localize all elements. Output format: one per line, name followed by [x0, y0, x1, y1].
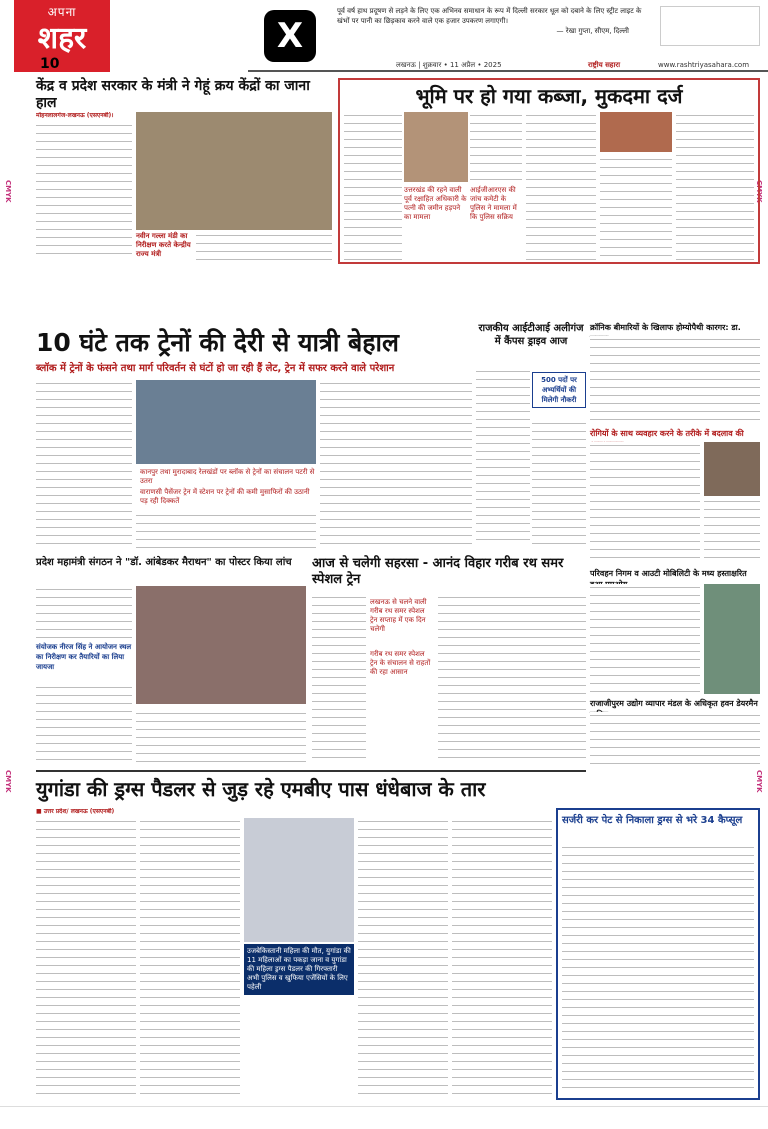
headline-trade: राजाजीपुरम उद्योग व्यापार मंडल के अधिकृत हवन डेयरमैन	[590, 699, 758, 708]
headline-mou: परिवहन निगम व आउटी मोबिलिटी के मध्य हस्ताक्षरित	[590, 569, 747, 578]
body-text-ambedkar-2	[36, 684, 132, 764]
headline-wheat: केंद्र व प्रदेश सरकार के मंत्री ने गेहूं क्रय केंद्रों का जाना हाल	[36, 78, 310, 111]
photo-drugs-illustration	[244, 818, 354, 942]
body-text-drugs-4	[452, 818, 552, 1100]
headline-iti: राजकीय आईटीआई अलीगंज में कैंपस ड्राइव आज	[478, 323, 584, 347]
cmyk-mark: CMYK	[4, 180, 12, 203]
body-text-ambedkar-1	[36, 586, 132, 638]
dateline: लखनऊ | शुक्रवार • 11 अप्रैल • 2025	[396, 61, 502, 69]
headline-saharsa: आज से चलेगी सहरसा - आनंद विहार गरीब रथ समर स्पेशल ट्रेन	[312, 556, 564, 587]
subhead-trains: ब्लॉक में ट्रेनों के फंसने तथा मार्ग परिवर्तन से घंटों हो जा रही हैं लेट, ट्रेन में सफर करने वाले परेशान	[36, 363, 395, 374]
photo-yoga	[704, 442, 760, 496]
headline-homeo: क्रॉनिक बीमारियों के खिलाफ होम्योपैथी कारगर: डा.	[590, 323, 741, 332]
photo-wheat-inspection	[136, 112, 332, 230]
headline-land: भूमि पर हो गया कब्जा, मुकदमा दर्ज	[415, 84, 683, 108]
headline-capsules: सर्जरी कर पेट से निकाला ड्रग्स से भरे 34 कैप्सूल	[562, 815, 743, 826]
dateline-wheat: मोहनलालगंज-लखनऊ (एसएनबी)।	[36, 112, 114, 119]
body-text-saharsa-2	[438, 594, 586, 764]
photo-mou	[704, 584, 760, 694]
bullet-saharsa-2: गरीब रथ समर स्पेशल ट्रेन के संचालन से राहतों की रहा आसान	[370, 650, 431, 676]
headline-ambedkar: प्रदेश महामंत्री संगठन ने "डॉ. आंबेडकर मैराथन" का पोस्टर किया लांच	[36, 557, 292, 568]
photo-ambedkar-poster	[136, 586, 306, 704]
headline-trains: 10 घंटे तक ट्रेनों की देरी से यात्री बेहाल	[36, 328, 399, 357]
body-text-wheat	[36, 122, 132, 260]
body-text-ambedkar-3	[136, 710, 306, 764]
x-logo-icon: X	[264, 10, 316, 62]
section-logo	[14, 0, 110, 72]
body-text-land-1	[344, 112, 402, 260]
body-text-yoga	[590, 442, 700, 562]
body-text-trains-3	[320, 468, 472, 550]
body-text-land-5	[676, 112, 754, 260]
body-text-land-3	[526, 112, 596, 260]
body-text-saharsa-1	[312, 594, 366, 764]
body-text-trains-1	[36, 380, 132, 550]
body-text-drugs-2	[140, 818, 240, 1100]
body-text-capsules	[562, 844, 754, 1094]
body-text-land-2	[470, 112, 522, 182]
callout-ambedkar: संयोजक नीरज सिंह ने आयोजन स्थल का निरीक्षण कर तैयारियों का लिया जायजा	[36, 643, 132, 671]
caption-wheat: नवीन गल्ला मंडी का निरीक्षण करते केन्द्रीय राज्य मंत्री	[136, 232, 191, 258]
divider	[36, 770, 586, 772]
body-text-drugs-1	[36, 818, 136, 1100]
callout-trains-2: वाराणसी पैसेंजर ट्रेन में स्टेशन पर ट्रेनों की कमी मुसाफिरों की उठानी पड़ रही दिक्कतें	[140, 488, 310, 505]
cmyk-mark: CMYK	[755, 180, 763, 203]
top-quote	[337, 6, 649, 36]
photo-land-wall	[600, 112, 672, 152]
bullet-saharsa-1: लखनऊ से चलने वाली गरीब रथ समर स्पेशल ट्रेन सप्ताह में एक दिन चलेगी	[370, 598, 427, 633]
body-text-trains-2	[320, 380, 472, 464]
quote-author: — रेखा गुप्ता, सीएम, दिल्ली	[556, 27, 629, 35]
callout-trains-1: कानपुर तथा मुरादाबाद रेलखंडों पर ब्लॉक से ट्रेनों का संचालन पटरी से उतरा	[140, 468, 315, 485]
callout-iti: 500 पदों पर अभ्यर्थियों की मिलेगी नौकरी	[532, 372, 586, 408]
logo-big-text: शहर	[37, 21, 87, 56]
logo-small-text: अपना	[47, 5, 77, 19]
quote-text: पूर्व वर्ष हाथ प्रदूषण से लड़ने के लिए एक अभिनव समाधान के रूप में दिल्ली सरकार धूल को दबाने के लिए स्ट्रीट लाइट के खंभों पर पानी का छिड़काव करने वाले एक हजार उपकरण लगाएगी।	[337, 7, 642, 25]
cmyk-mark: CMYK	[755, 770, 763, 793]
bullet-land-2: आईजीआरएस की जांच कमेटी के पुलिस ने मामला में कि पुलिस सक्रिय	[470, 186, 517, 221]
brand-name: राष्ट्रीय सहारा	[588, 61, 621, 69]
page-number: 10	[40, 56, 60, 72]
date-bar	[248, 60, 768, 72]
bullet-land-1: उत्तरखंड की रहने वाली पूर्व रक्षाहित अधिकारी के पत्नी की जमीन हड़पने का मामला	[404, 186, 467, 221]
body-text-homeo	[590, 336, 760, 424]
body-text-yoga-2	[704, 498, 760, 562]
headline-yoga: रोगियों के साथ व्यवहार करने के तरीके में बदलाव की	[590, 429, 744, 438]
body-text-mou	[590, 584, 700, 694]
photo-train-engine	[136, 380, 316, 464]
bottom-bar	[0, 1106, 768, 1129]
body-text-trade	[590, 712, 760, 764]
body-text-wheat-2	[196, 232, 332, 260]
website: www.rashtriyasahara.com	[658, 61, 750, 69]
body-text-iti-2	[532, 420, 586, 546]
sahara-ad-box	[660, 6, 760, 46]
body-text-drugs-3	[358, 818, 448, 1100]
caption-drugs: उजबेकिस्तानी महिला की मौत, युगांडा की 11 महिलाओं का पकड़ा जाना व युगांडा की महिला ड्रग्स पैडलर की गिरफ्तारी अभी पुलिस व खुफिया एजेंसियों के लिए पहेली	[244, 944, 354, 995]
headline-drugs: युगांडा की ड्रग्स पैडलर से जुड़ रहे एमबीए पास धंधेबाज के तार	[36, 777, 486, 801]
body-text-trains-4	[136, 512, 316, 550]
photo-land-woman	[404, 112, 468, 182]
dateline-drugs: ■ उत्तर प्रदेश/ लखनऊ (एसएनबी)	[36, 808, 115, 815]
body-text-iti-1	[476, 368, 530, 546]
body-text-land-4	[600, 156, 672, 260]
cmyk-mark: CMYK	[4, 770, 12, 793]
